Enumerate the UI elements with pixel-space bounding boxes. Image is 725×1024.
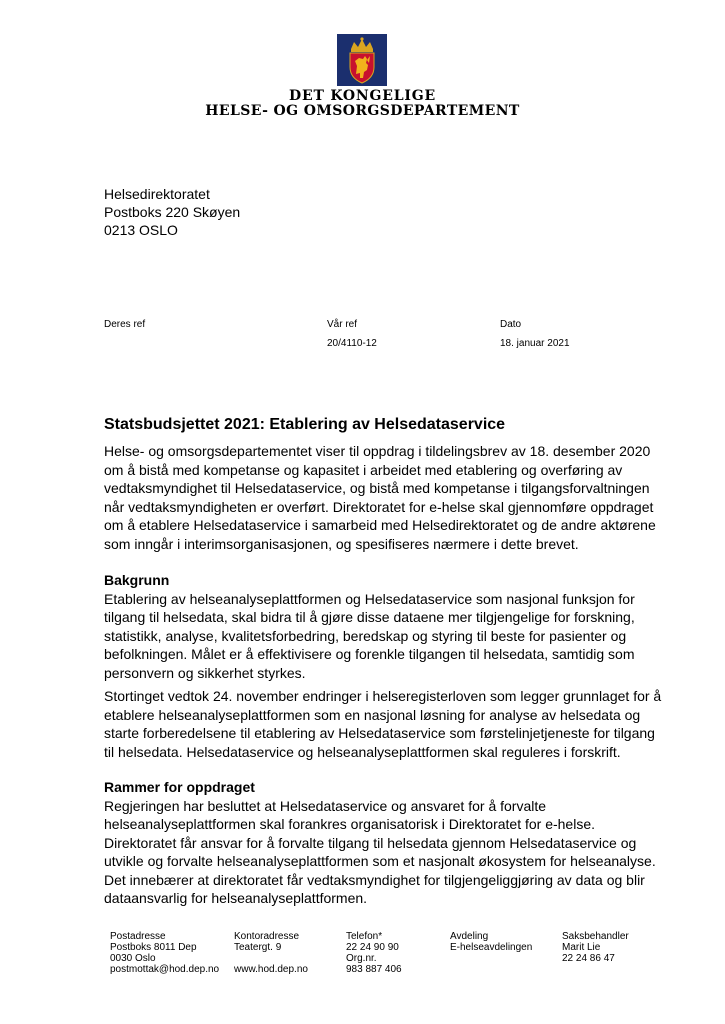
footer-telefon-line: 983 887 406 [346, 964, 402, 975]
norwegian-royal-coat-of-arms-icon [337, 34, 387, 86]
footer-postadresse [110, 931, 219, 975]
footer-avdeling-line [450, 964, 532, 975]
footer-kontoradresse [234, 931, 308, 975]
intro-paragraph [104, 442, 664, 553]
rammer-section [104, 778, 664, 908]
date-block [500, 319, 570, 349]
footer-saksbehandler-line: Marit Lie [562, 942, 601, 953]
footer-saksbehandler-line [562, 964, 629, 975]
rammer-paragraph-1: Regjeringen har besluttet at Helsedataservice og ansvaret for å forvalte helseanalyseplattformen skal forankres organisatorisk i Direktoratet for e-helse. Direktoratet får ansvar for å forvalte tilgang til helsedata gjennom Helsedataservice og utvikle og forvalte helseanalyseplattformen som et nasjonalt økosystem for helseanalyse. Det innebærer at direktoratet får vedtaksmyndighet for tilgjengeliggjøring av data og blir dataansvarlig for helseanalyseplattformen. [104, 797, 656, 906]
recipient-address [104, 185, 240, 239]
footer-postadresse-line: Postboks 8011 Dep [110, 942, 197, 953]
footer-avdeling-line: E-helseavdelingen [450, 942, 533, 953]
footer-saksbehandler [562, 931, 629, 975]
rammer-heading: Rammer for oppdraget [104, 779, 255, 795]
footer-avdeling-line [450, 953, 532, 964]
bakgrunn-paragraph-1: Etablering av helseanalyseplattformen og Helsedataservice som nasjonal funksjon for tilgang til helsedata, skal bidra til å gjøre disse dataene mer tilgjengelige for forskning, statistikk, analyse, kvalitetsforbedring, beredskap og styring til beste for pasienter og befolkningen. Målet er å effektivisere og forenkle tilgangen til helsedata, samtidig som personvern og sikkerhet styrkes. [104, 590, 635, 681]
deres-ref-block [104, 319, 145, 338]
intro-text: Helse- og omsorgsdepartementet viser til oppdrag i tildelingsbrev av 18. desember 2020 om å bistå med kompetanse og kapasitet i arbeidet med etablering og overføring av vedtaksmyndighet til Helsedataservice, og bistå med kompetanse i tilgangsforvaltningen når vedtaksmyndigheten er overført. Direktoratet for e-helse skal gjennomføre oppdraget om å etablere Helsedataservice i samarbeid med Helsedirektoratet og de andre aktørene som inngår i interimsorganisasjonen, og spesifiseres nærmere i dette brevet. [104, 443, 656, 552]
var-ref-block [327, 319, 377, 349]
deres-ref-label: Deres ref [104, 319, 146, 330]
var-ref-label: Vår ref [327, 319, 358, 330]
date-label: Dato [500, 319, 522, 330]
bakgrunn-paragraph-2: Stortinget vedtok 24. november endringer i helseregisterloven som legger grunnlaget for å etablere helseanalyseplattformen som en nasjonal løsning for analyse av helsedata og starte forberedelsene til etablering av Helsedataservice som førstelinjetjeneste for tilgang til helsedata. Helsedataservice og helseanalyseplattformen skal reguleres i forskrift. [104, 688, 662, 760]
footer-kontoradresse-label: Kontoradresse [234, 931, 300, 942]
date-value: 18. januar 2021 [500, 338, 570, 349]
letter-title: Statsbudsjettet 2021: Etablering av Helsedataservice [104, 416, 506, 433]
footer-postadresse-line: 0030 Oslo [110, 953, 156, 964]
var-ref-value: 20/4110-12 [327, 338, 377, 349]
footer-telefon [346, 931, 402, 975]
coat-of-arms-graphic [337, 34, 387, 86]
letterhead-line2: HELSE- OG OMSORGSDEPARTEMENT [205, 103, 520, 119]
footer-telefon-line: 22 24 90 90 [346, 942, 399, 953]
letterhead-line1: DET KONGELIGE [289, 88, 436, 104]
recipient-street: Postboks 220 Skøyen [104, 204, 241, 220]
bakgrunn-heading: Bakgrunn [104, 572, 170, 588]
bakgrunn-section-cont [104, 687, 664, 761]
bakgrunn-section [104, 571, 664, 682]
footer-kontoradresse-line [234, 953, 308, 964]
footer-saksbehandler-line: 22 24 86 47 [562, 953, 615, 964]
footer-postadresse-label: Postadresse [110, 931, 166, 942]
footer-telefon-line: Org.nr. [346, 953, 377, 964]
footer-website-link[interactable]: www.hod.dep.no [234, 964, 308, 975]
footer-email-link[interactable]: postmottak@hod.dep.no [110, 964, 220, 975]
footer-avdeling [450, 931, 532, 975]
recipient-name: Helsedirektoratet [104, 186, 210, 202]
footer-telefon-label: Telefon* [346, 931, 383, 942]
recipient-city: 0213 OSLO [104, 222, 178, 238]
footer-saksbehandler-label: Saksbehandler [562, 931, 629, 942]
footer-kontoradresse-line: Teatergt. 9 [234, 942, 282, 953]
footer-avdeling-label: Avdeling [450, 931, 489, 942]
